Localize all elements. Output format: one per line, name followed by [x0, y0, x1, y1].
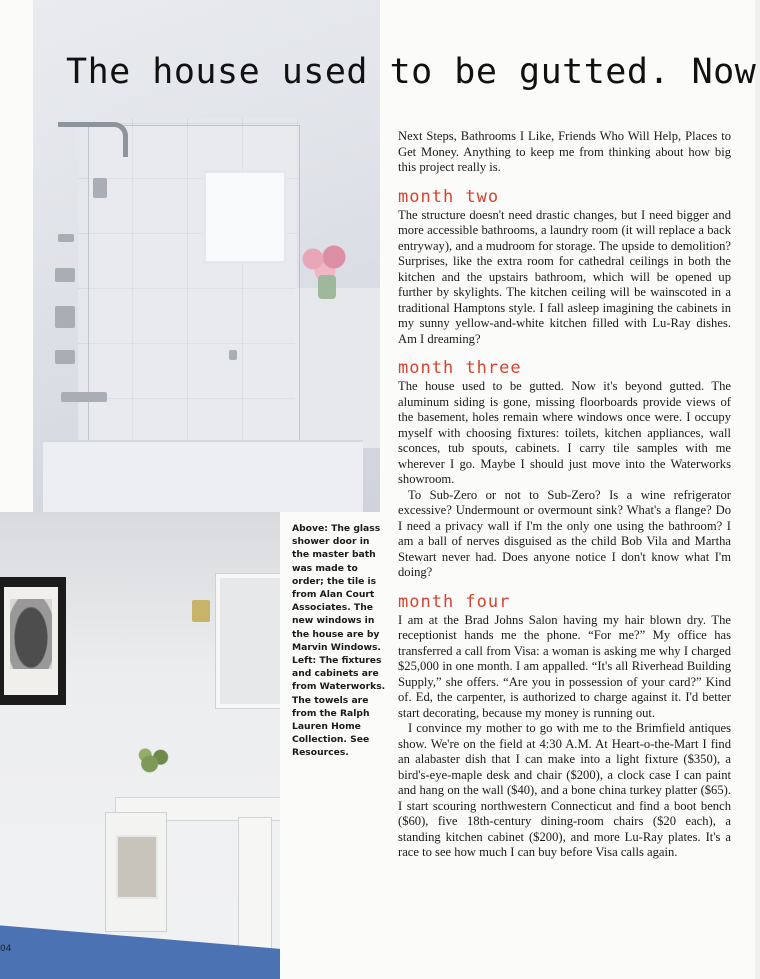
medicine-cabinet-mirror: [216, 574, 280, 708]
shower-control: [93, 178, 107, 198]
shower-valve: [55, 268, 75, 282]
glass-shower-door: [88, 125, 300, 467]
section-heading-month-four: month four: [398, 591, 511, 612]
article-body: [398, 129, 731, 861]
section-heading-month-three: month three: [398, 358, 522, 378]
body-paragraph: I convince my mother to go with me to the Brimfield antiques show. We're on the field at 4:30 A.M. At Heart-o-the-Mart I find an alabaster dish that I can make into a light fixture ($350), a bird's-eye-maple desk and chair ($200), a clock case I can paint and hang on the wall ($40), and a bone china turkey platter ($65). I start scouring northwestern Connecticut and find a boot bench ($60), five 18th-century dining-room chairs ($20 each), a standing kitchen cabinet ($200), and more Lu-Ray plates. It's a race to see how much I can buy before Visa calls again.: [398, 721, 731, 859]
hands-artwork: [10, 599, 52, 669]
shower-valve: [55, 350, 75, 364]
shower-valve: [55, 306, 75, 328]
flower-vase: [318, 275, 336, 299]
shower-valve: [58, 234, 74, 242]
body-paragraph: I am at the Brad Johns Salon having my hair blown dry. The receptionist hands me the phone. “For me?” My office has transferred a call from Visa: a woman is asking me why I charged $25,000 in one month. I am appalled. “It's all Riverhead Building Supply,” she offers. “Are you in possession of your card?” Kind of. Ed, the carpenter, is authorized to charge against it. I'd better start decorating, because my money is running out.: [398, 612, 731, 720]
body-paragraph: To Sub-Zero or not to Sub-Zero? Is a wine refrigerator excessive? Undermount or overmount sink? What's a flange? Do I need a privacy wall if I'm the only one using the bathroom? I am a ball of nerves disguised as the child Bob Vila and Martha Stewart never had. Does anyone notice I don't know what I'm doing?: [398, 487, 731, 579]
page-number: 04: [0, 944, 12, 954]
pull-quote-headline: The house used to be gutted. Now: [66, 52, 757, 92]
wall-sconce: [192, 600, 210, 622]
article-intro: Next Steps, Bathrooms I Like, Friends Who Will Help, Places to Get Money. Anything to keep me from thinking about how big this project really is.: [398, 129, 731, 174]
tub-spout: [61, 392, 107, 402]
shower-head: [58, 122, 128, 157]
body-paragraph: The house used to be gutted. Now it's beyond gutted. The aluminum siding is gone, missing floorboards provide views of the basement, holes remain where windows once were. I occupy myself with choosing fixtures: toilets, kitchen appliances, wall sconces, tub spouts, cabinets. I carry tile samples with me wherever I go. Maybe I should just move into the Waterworks showroom.: [398, 379, 731, 486]
window-ledge: [295, 288, 380, 448]
page-gutter: [755, 0, 760, 979]
cabinet-glass-door: [116, 835, 158, 899]
section-heading-month-two: month two: [398, 186, 500, 207]
framed-photograph: [0, 577, 66, 705]
door-handle: [229, 350, 237, 360]
photo-caption: Above: The glass shower door in the master bath was made to order; the tile is from Alan Court Associates. The new windows in the house are by Marvin Windows. Left: The fixtures and cabinets are from Waterworks. The towels are from the Ralph Lauren Home Collection. See Resources.: [292, 523, 386, 759]
potted-plant: [132, 744, 176, 788]
vanity-cabinet: [105, 812, 167, 932]
bathtub: [43, 440, 363, 512]
body-paragraph: The structure doesn't need drastic changes, but I need bigger and more accessible bathrooms, a laundry room (it will replace a back entryway), and a mudroom for storage. The upside to demolition? Surprises, like the extra room for cathedral ceilings in both the kitchen and the upstairs bathroom, which will be opened up further by skylights. The kitchen ceiling will be wainscoted in a traditional Hamptons style. I fall asleep imagining the cabinets in my sunny yellow-and-white kitchen filled with Lu-Ray dishes. Am I dreaming?: [398, 207, 731, 346]
vanity-photo: [0, 512, 280, 979]
